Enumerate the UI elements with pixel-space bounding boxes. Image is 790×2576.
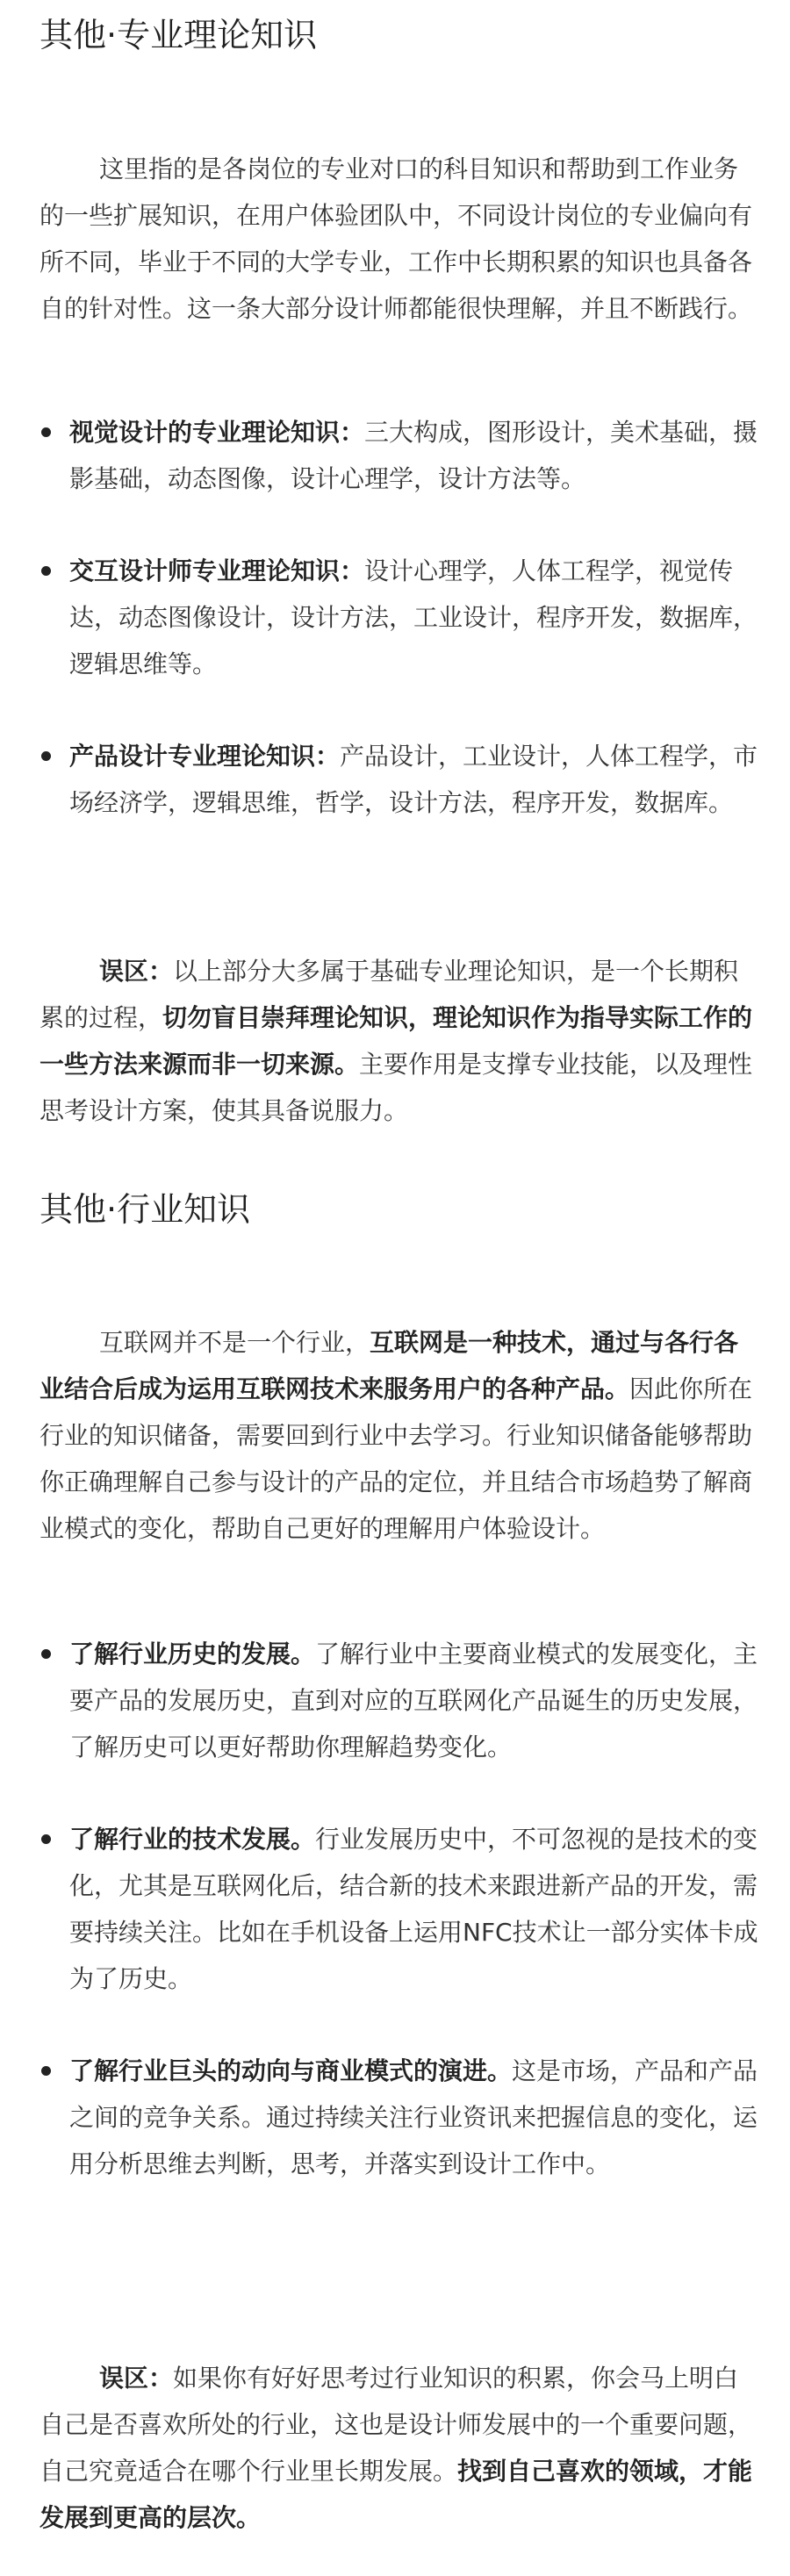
note-text: 主要作用是支撑专业技能，以及理性思考设计方案，使其具备说服力。 (40, 1050, 753, 1125)
section2-bullet-list (40, 1631, 768, 2187)
item-label: 了解行业巨头的动向与商业模式的演进。 (69, 2056, 513, 2085)
section-title-industry-knowledge: 其他·行业知识 (40, 1190, 251, 1229)
bullet-icon (41, 2066, 51, 2076)
item-text: 了解行业中主要商业模式的发展变化，主要产品的发展历史，直到对应的互联网化产品诞生的历史发展，了解历史可以更好帮助你理解趋势变化。 (69, 1640, 758, 1762)
bullet-icon (41, 1834, 51, 1844)
section-title-professional-theory: 其他·专业理论知识 (40, 16, 318, 54)
note-label: 误区： (99, 2364, 174, 2393)
note-emphasis: 切勿盲目崇拜理论知识，理论知识作为指导实际工作的一些方法来源而非一切来源。 (40, 1003, 753, 1079)
section1-note-paragraph (40, 948, 759, 1134)
item-label: 交互设计师专业理论知识： (69, 556, 365, 585)
item-text: 三大构成，图形设计，美术基础，摄影基础，动态图像，设计心理学，设计方法等。 (69, 418, 758, 493)
note-text: 以上部分大多属于基础专业理论知识，是一个长期积累的过程， (40, 957, 739, 1032)
bullet-icon (41, 751, 51, 761)
item-text: 行业发展历史中，不可忽视的是技术的变化，尤其是互联网化后，结合新的技术来跟进新产品的开发，需要持续关注。比如在手机设备上运用NFC技术让一部分实体卡成为了历史。 (69, 1825, 758, 1993)
bullet-icon (41, 427, 51, 437)
note-text: 如果你有好好思考过行业知识的积累，你会马上明白自己是否喜欢所处的行业，这也是设计师发展中的一个重要问题，自己究竟适合在哪个行业里长期发展。 (40, 2364, 753, 2486)
bullet-icon (41, 1649, 51, 1659)
intro-text: 因此你所在行业的知识储备，需要回到行业中去学习。行业知识储备能够帮助你正确理解自己参与设计的产品的定位，并且结合市场趋势了解商业模式的变化，帮助自己更好的理解用户体验设计。 (40, 1374, 753, 1543)
section2-note-paragraph (40, 2355, 759, 2541)
list-item (40, 1816, 768, 2002)
intro-text: 互联网并不是一个行业， (99, 1328, 370, 1357)
list-item (40, 409, 768, 502)
list-item (40, 2048, 768, 2187)
note-label: 误区： (99, 957, 174, 986)
section1-intro-paragraph: 这里指的是各岗位的专业对口的科目知识和帮助到工作业务的一些扩展知识，在用户体验团队中，不同设计岗位的专业偏向有所不同，毕业于不同的大学专业，工作中长期积累的知识也具备各自的针对性。这一条大部分设计师都能很快理解，并且不断践行。 (40, 154, 753, 323)
item-text: 设计心理学，人体工程学，视觉传达，动态图像设计，设计方法，工业设计，程序开发，数据库，逻辑思维等。 (69, 556, 758, 678)
section2-intro-paragraph (40, 1319, 759, 1552)
item-label: 了解行业的技术发展。 (69, 1825, 316, 1854)
item-text: 这是市场，产品和产品之间的竞争关系。通过持续关注行业资讯来把握信息的变化，运用分析思维去判断，思考，并落实到设计工作中。 (69, 2056, 758, 2178)
bullet-icon (41, 566, 51, 576)
item-label: 视觉设计的专业理论知识： (69, 418, 365, 447)
intro-emphasis: 互联网是一种技术，通过与各行各业结合后成为运用互联网技术来服务用户的各种产品。 (40, 1328, 739, 1403)
item-text: 产品设计，工业设计，人体工程学，市场经济学，逻辑思维，哲学，设计方法，程序开发，数据库。 (69, 742, 758, 817)
note-emphasis: 找到自己喜欢的领域，才能发展到更高的层次。 (40, 2457, 753, 2532)
list-item (40, 548, 768, 687)
list-item (40, 733, 768, 826)
list-item (40, 1631, 768, 1770)
item-label: 产品设计专业理论知识： (69, 742, 341, 771)
item-label: 了解行业历史的发展。 (69, 1640, 316, 1668)
section1-bullet-list (40, 409, 768, 826)
